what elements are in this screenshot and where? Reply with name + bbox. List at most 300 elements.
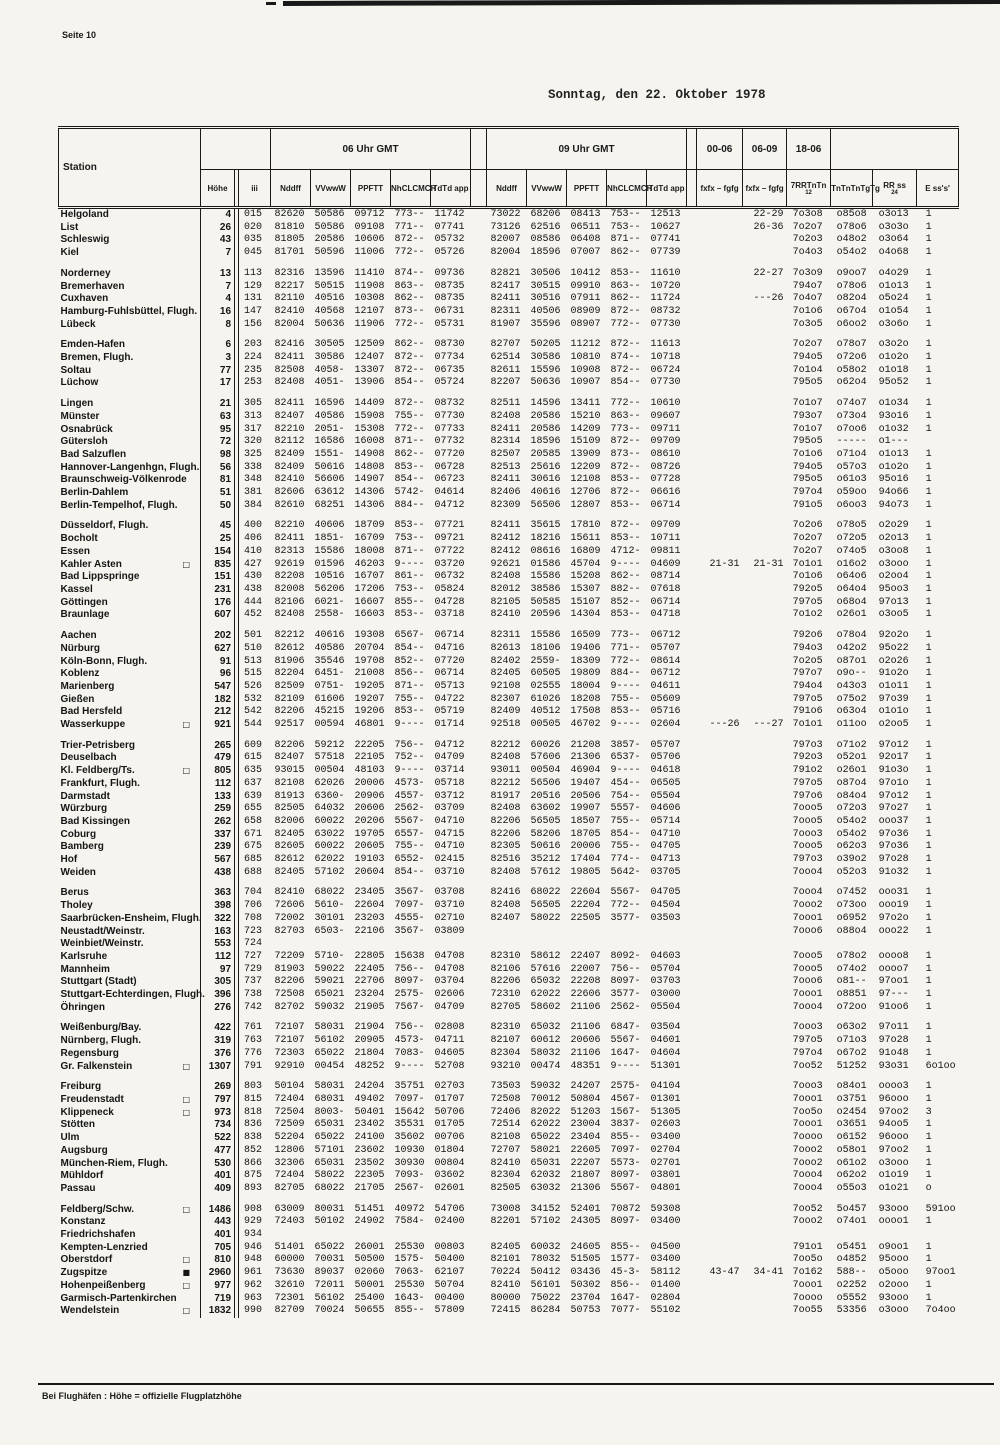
obs-06-group: 82212 [274, 630, 305, 642]
obs-06-group: 03709 [434, 803, 465, 815]
summary-tntntgtg: o54o2 [836, 815, 867, 827]
summary-rr-ss: 95o52 [878, 377, 909, 389]
obs-09-group: 93210 [490, 1060, 521, 1072]
obs-06-group: 07734 [434, 352, 465, 364]
summary-fxfx-06-09 [743, 706, 787, 719]
station-name: Essen [60, 545, 90, 557]
obs-09-group: 82012 [490, 583, 521, 595]
obs-09-group [487, 331, 527, 339]
column-gap [471, 1119, 487, 1132]
summary-rr-ss: o1o1o [878, 706, 909, 718]
obs-06-group [391, 732, 431, 740]
station-height: 239 [201, 841, 235, 854]
obs-06-group: 50500 [354, 1254, 385, 1266]
obs-06-group: 82409 [274, 461, 305, 473]
station-name: List [60, 221, 79, 233]
obs-09-group [527, 1196, 567, 1204]
obs-06-group: 03602 [434, 1170, 465, 1182]
summary-fxfx-00-06 [697, 681, 743, 694]
obs-09-group: 8097- [610, 1216, 641, 1228]
column-gap [471, 913, 487, 926]
summary-fxfx-00-06 [697, 913, 743, 926]
station-row [59, 377, 959, 390]
obs-09-group [607, 1229, 647, 1242]
obs-09-group: 58032 [530, 1047, 561, 1059]
mountain-station-symbol [183, 816, 201, 829]
summary-fxfx-06-09 [743, 732, 787, 740]
summary-e-sss: 1 [925, 1292, 932, 1304]
obs-09-group [567, 879, 607, 887]
obs-09-group: 20596 [530, 609, 561, 621]
mountain-station-symbol [183, 900, 201, 913]
station-height: 553 [201, 938, 235, 951]
obs-06-group: 07741 [434, 221, 465, 233]
obs-06-group: 856-- [394, 668, 425, 680]
summary-7rrtntn: 794o7 [792, 280, 823, 292]
summary-7rrtntn: 7o2o7 [792, 339, 823, 351]
summary-fxfx-06-09 [743, 816, 787, 829]
summary-tntntgtg: o67o2 [836, 1047, 867, 1059]
obs-09-group: 82304 [490, 1170, 521, 1182]
summary-7rrtntn: 7o3o9 [792, 267, 823, 279]
obs-06-group: 04708 [434, 963, 465, 975]
obs-09-group: 18208 [570, 693, 601, 705]
obs-09-group: 15109 [570, 436, 601, 448]
obs-06-group: 1851- [314, 533, 345, 545]
station-name: Marienberg [60, 680, 115, 692]
station-height: 3 [201, 352, 235, 365]
obs-06-group: 03704 [434, 976, 465, 988]
summary-rr-ss: 93o16 [878, 410, 909, 422]
obs-06-group: 872-- [394, 398, 425, 410]
summary-fxfx-00-06 [697, 365, 743, 378]
station-row [59, 281, 959, 294]
column-gap [687, 681, 697, 694]
station-row [59, 643, 959, 656]
obs-09-group: 21306 [570, 1182, 601, 1194]
station-row [59, 938, 959, 951]
obs-06-group: 7584- [394, 1216, 425, 1228]
summary-fxfx-06-09 [743, 1280, 787, 1293]
summary-fxfx-00-06 [697, 533, 743, 546]
column-gap [687, 487, 697, 500]
obs-09-group: 03705 [650, 866, 681, 878]
column-gap [471, 559, 487, 572]
summary-fxfx-00-06 [697, 706, 743, 719]
obs-09-group: 12209 [570, 461, 601, 473]
obs-09-group: 3577- [610, 912, 641, 924]
obs-06-group: 06723 [434, 474, 465, 486]
header-spacer-box [201, 128, 271, 170]
obs-06-group: 50104 [274, 1081, 305, 1093]
summary-rr-ss: o4o68 [878, 247, 909, 259]
summary-tntntgtg: o5451 [836, 1241, 867, 1253]
column-gap [471, 319, 487, 332]
column-gap [471, 765, 487, 778]
summary-7rrtntn [787, 879, 831, 887]
station-row [59, 1061, 959, 1074]
column-gap [471, 500, 487, 513]
obs-09-group: 10610 [650, 398, 681, 410]
obs-09-group: 00504 [530, 765, 561, 777]
obs-06-group: 82508 [274, 364, 305, 376]
summary-7rrtntn: 7o1o2 [792, 609, 823, 621]
obs-09-group: 12513 [650, 209, 681, 220]
summary-tntntgtg: o78o5 [836, 520, 867, 532]
obs-06-group [351, 331, 391, 339]
obs-06-group: 03718 [434, 609, 465, 621]
mountain-station-symbol [183, 668, 201, 681]
obs-06-group: 6557- [394, 828, 425, 840]
summary-7rrtntn: 7o1o1 [792, 558, 823, 570]
obs-06-group [391, 938, 431, 951]
obs-06-group: 73630 [274, 1267, 305, 1279]
summary-fxfx-00-06 [697, 938, 743, 951]
obs-09-group: 05716 [650, 706, 681, 718]
summary-fxfx-00-06: 21-31 [709, 558, 740, 570]
station-height: 262 [201, 816, 235, 829]
summary-e-sss: 1 [925, 520, 932, 532]
obs-09-group: 78032 [530, 1254, 561, 1266]
obs-06-group: 00803 [434, 1241, 465, 1253]
column-gap [687, 706, 697, 719]
summary-tntntgtg: o72o6 [836, 352, 867, 364]
station-number: 129 [244, 280, 263, 292]
summary-rr-ss: o3o3o [878, 221, 909, 233]
column-header-ppftt-09: PPFTT [567, 170, 607, 208]
station-name: Wasserkuppe [60, 719, 126, 731]
obs-09-group: 55102 [650, 1305, 681, 1317]
summary-tntntgtg: o9o-- [836, 668, 867, 680]
obs-06-group: 06728 [434, 461, 465, 473]
obs-06-group: 11906 [354, 318, 385, 330]
obs-06-group: 72504 [274, 1106, 305, 1118]
obs-09-group: 854-- [610, 377, 641, 389]
obs-06-group: 871-- [394, 545, 425, 557]
obs-09-group: 772-- [610, 318, 641, 330]
obs-09-group: 08907 [570, 318, 601, 330]
summary-fxfx-06-09 [743, 500, 787, 513]
column-header-tdtd-09: TdTd app [647, 170, 687, 208]
station-row [59, 1132, 959, 1145]
summary-7rrtntn: 794o5 [792, 352, 823, 364]
obs-09-group [487, 1229, 527, 1242]
obs-09-group: 872-- [610, 461, 641, 473]
station-name: Cuxhaven [60, 293, 109, 305]
column-header-fxfx-00-06: fxfx – fgfg [697, 170, 743, 208]
header-gap [687, 128, 697, 170]
obs-06-group: 65022 [314, 1132, 345, 1144]
summary-e-sss: 1 [925, 377, 932, 389]
obs-06-group: 06732 [434, 571, 465, 583]
column-gap [687, 1267, 697, 1280]
obs-06-group: 82620 [274, 209, 305, 220]
obs-06-group: 16707 [354, 571, 385, 583]
obs-09-group: 30616 [530, 474, 561, 486]
obs-09-group: 61026 [530, 693, 561, 705]
station-row [59, 740, 959, 753]
obs-09-group: 15210 [570, 410, 601, 422]
summary-tntntgtg: o74o1 [836, 1216, 867, 1228]
obs-09-group: 03436 [570, 1267, 601, 1279]
summary-e-sss: 1 [925, 410, 932, 422]
page-number-label: Seite 10 [62, 30, 97, 40]
station-number: 961 [244, 1267, 263, 1279]
obs-06-group: 65022 [314, 1047, 345, 1059]
station-height: 2960 [201, 1267, 235, 1280]
station-row [59, 778, 959, 791]
obs-06-group: 32306 [274, 1157, 305, 1169]
obs-06-group: 57102 [314, 866, 345, 878]
summary-rr-ss: 96ooo [878, 1132, 909, 1144]
station-number: 723 [244, 925, 263, 937]
obs-09-group: 15586 [530, 630, 561, 642]
column-gap [471, 1061, 487, 1074]
station-height: 409 [201, 1183, 235, 1196]
obs-06-group: 82208 [274, 571, 305, 583]
obs-06-group: 9---- [394, 719, 425, 731]
obs-06-group: 82206 [274, 739, 305, 751]
mountain-station-symbol [183, 293, 201, 306]
summary-e-sss: 1 [925, 487, 932, 499]
mountain-station-symbol: □ [182, 1306, 191, 1316]
column-gap [471, 1267, 487, 1280]
column-gap [687, 411, 697, 424]
obs-06-group: 35751 [394, 1081, 425, 1093]
obs-09-group: 03400 [650, 1132, 681, 1144]
summary-fxfx-06-09 [743, 533, 787, 546]
obs-09-group: 04710 [650, 828, 681, 840]
station-height: 398 [201, 900, 235, 913]
obs-06-group: 05824 [434, 583, 465, 595]
obs-09-group [647, 390, 687, 398]
obs-06-group: 19207 [354, 693, 385, 705]
obs-09-group: 04504 [650, 900, 681, 912]
obs-09-group [567, 938, 607, 951]
mountain-station-symbol [183, 1183, 201, 1196]
station-number: 724 [244, 938, 263, 950]
station-number: 438 [244, 583, 263, 595]
column-gap [687, 268, 697, 281]
station-name: Gütersloh [60, 436, 108, 448]
summary-tntntgtg: o48o2 [836, 234, 867, 246]
summary-fxfx-00-06 [697, 1073, 743, 1081]
station-number: 400 [244, 520, 263, 532]
summary-fxfx-06-09 [743, 951, 787, 964]
obs-09-group: 82108 [490, 1132, 521, 1144]
station-number: 045 [244, 247, 263, 259]
column-gap [471, 268, 487, 281]
station-row [59, 1081, 959, 1094]
obs-06-group: 22305 [354, 1170, 385, 1182]
summary-fxfx-06-09 [743, 752, 787, 765]
obs-06-group: 0751- [314, 680, 345, 692]
obs-06-group: 06731 [434, 305, 465, 317]
obs-06-group [391, 331, 431, 339]
summary-fxfx-00-06 [697, 339, 743, 352]
summary-7rrtntn: 7o2o7 [792, 221, 823, 233]
summary-tntntgtg: o84o1 [836, 1081, 867, 1093]
obs-06-group: 82008 [274, 583, 305, 595]
mountain-station-symbol: □ [182, 1204, 191, 1214]
station-number: 948 [244, 1254, 263, 1266]
column-gap [687, 841, 697, 854]
station-number: 427 [244, 558, 263, 570]
obs-06-group: 871-- [394, 436, 425, 448]
column-gap [471, 816, 487, 829]
station-number: 852 [244, 1144, 263, 1156]
summary-fxfx-06-09 [743, 900, 787, 913]
summary-e-sss [917, 436, 959, 449]
obs-09-group: 19407 [570, 777, 601, 789]
obs-09-group: 82405 [490, 668, 521, 680]
station-row [59, 436, 959, 449]
column-gap [471, 622, 487, 630]
station-height: 522 [201, 1132, 235, 1145]
obs-06-group: 05732 [434, 234, 465, 246]
column-gap [471, 854, 487, 867]
obs-06-group: 50636 [314, 318, 345, 330]
obs-06-group: 23602 [354, 1144, 385, 1156]
summary-e-sss: 7o4oo [925, 1305, 956, 1317]
mountain-station-symbol [183, 546, 201, 559]
mountain-station-symbol: □ [182, 720, 191, 730]
obs-09-group: 00505 [530, 719, 561, 731]
mountain-station-symbol: □ [182, 1280, 191, 1290]
station-row [59, 500, 959, 513]
obs-06-group: 04710 [434, 841, 465, 853]
obs-09-group [647, 1014, 687, 1022]
obs-06-group: 22205 [354, 739, 385, 751]
spacer-row [59, 512, 959, 520]
station-height: 322 [201, 913, 235, 926]
summary-rr-ss [873, 1073, 917, 1081]
summary-tntntgtg: o39o2 [836, 854, 867, 866]
summary-rr-ss: ooo31 [878, 887, 909, 899]
summary-tntntgtg: o87o4 [836, 777, 867, 789]
station-row [59, 1035, 959, 1048]
summary-7rrtntn: 7o1o4 [792, 364, 823, 376]
obs-06-group: 3567- [394, 887, 425, 899]
station-number: 526 [244, 680, 263, 692]
obs-09-group: 92108 [490, 680, 521, 692]
station-number: 609 [244, 739, 263, 751]
obs-06-group [311, 938, 351, 951]
obs-06-group: 854-- [394, 642, 425, 654]
station-height: 276 [201, 1002, 235, 1015]
obs-06-group: 82405 [274, 866, 305, 878]
obs-06-group: 04711 [434, 1035, 465, 1047]
station-height [201, 512, 235, 520]
summary-tntntgtg: o61o3 [836, 474, 867, 486]
station-name: Saarbrücken-Ensheim, Flugh. [60, 912, 202, 924]
summary-rr-ss: o3o6o [878, 318, 909, 330]
summary-fxfx-00-06 [697, 1158, 743, 1171]
summary-tntntgtg: o71o4 [836, 448, 867, 460]
summary-fxfx-06-09 [743, 247, 787, 260]
station-name: Feldberg/Schw. [60, 1203, 135, 1215]
obs-09-group: 04601 [650, 1035, 681, 1047]
obs-06-group: 5567- [394, 815, 425, 827]
obs-06-group [311, 1014, 351, 1022]
mountain-station-symbol [183, 398, 201, 411]
obs-09-group: 50585 [530, 596, 561, 608]
obs-09-group: 51203 [570, 1106, 601, 1118]
obs-06-group: 20906 [354, 790, 385, 802]
mountain-station-symbol [183, 260, 201, 268]
obs-09-group: 10810 [570, 352, 601, 364]
summary-fxfx-06-09 [743, 643, 787, 656]
group-header-06-09: 06-09 [743, 128, 787, 170]
mountain-station-symbol [183, 1073, 201, 1081]
obs-06-group: 72107 [274, 1035, 305, 1047]
obs-06-group: 2562- [394, 803, 425, 815]
summary-e-sss: 1 [925, 448, 932, 460]
obs-06-group [351, 622, 391, 630]
obs-09-group [647, 879, 687, 887]
summary-rr-ss: o3oo5 [878, 609, 909, 621]
obs-06-group [351, 879, 391, 887]
station-height [201, 390, 235, 398]
obs-06-group [391, 1014, 431, 1022]
column-gap [471, 1280, 487, 1293]
station-number: 637 [244, 777, 263, 789]
summary-e-sss: 1 [925, 558, 932, 570]
station-name: Bad Kissingen [60, 815, 130, 827]
obs-06-group: 60000 [274, 1254, 305, 1266]
station-name: Göttingen [60, 596, 108, 608]
obs-09-group: 18705 [570, 828, 601, 840]
station-number: 156 [244, 318, 263, 330]
column-gap [687, 622, 697, 630]
obs-06-group: 72002 [274, 912, 305, 924]
obs-09-group: 73008 [490, 1203, 521, 1215]
obs-06-group: 05718 [434, 777, 465, 789]
summary-rr-ss: o9oo1 [878, 1241, 909, 1253]
station-number: 325 [244, 448, 263, 460]
station-number: 515 [244, 668, 263, 680]
summary-7rrtntn [787, 732, 831, 740]
obs-06-group [271, 622, 311, 630]
obs-09-group: 72406 [490, 1106, 521, 1118]
summary-fxfx-00-06 [697, 630, 743, 643]
summary-tntntgtg [831, 512, 873, 520]
summary-e-sss: 1 [925, 352, 932, 364]
obs-06-group: 02808 [434, 1022, 465, 1034]
summary-rr-ss: o3o13 [878, 209, 909, 220]
station-number: 688 [244, 866, 263, 878]
station-row [59, 247, 959, 260]
obs-06-group: 65031 [314, 1119, 345, 1131]
obs-06-group: 24204 [354, 1081, 385, 1093]
station-number: 224 [244, 352, 263, 364]
summary-e-sss: 1 [925, 1035, 932, 1047]
obs-06-group: 863-- [394, 280, 425, 292]
obs-06-group: 02060 [354, 1267, 385, 1279]
group-header-00-06: 00-06 [697, 128, 743, 170]
summary-e-sss: 1 [925, 1119, 932, 1131]
station-height: 26 [201, 222, 235, 235]
station-name [59, 879, 183, 887]
obs-09-group [567, 390, 607, 398]
column-gap [471, 597, 487, 610]
column-gap [687, 281, 697, 294]
obs-09-group: 10627 [650, 221, 681, 233]
obs-06-group: 82606 [274, 487, 305, 499]
station-height: 797 [201, 1094, 235, 1107]
obs-09-group: 82821 [490, 267, 521, 279]
obs-09-group [607, 1196, 647, 1204]
